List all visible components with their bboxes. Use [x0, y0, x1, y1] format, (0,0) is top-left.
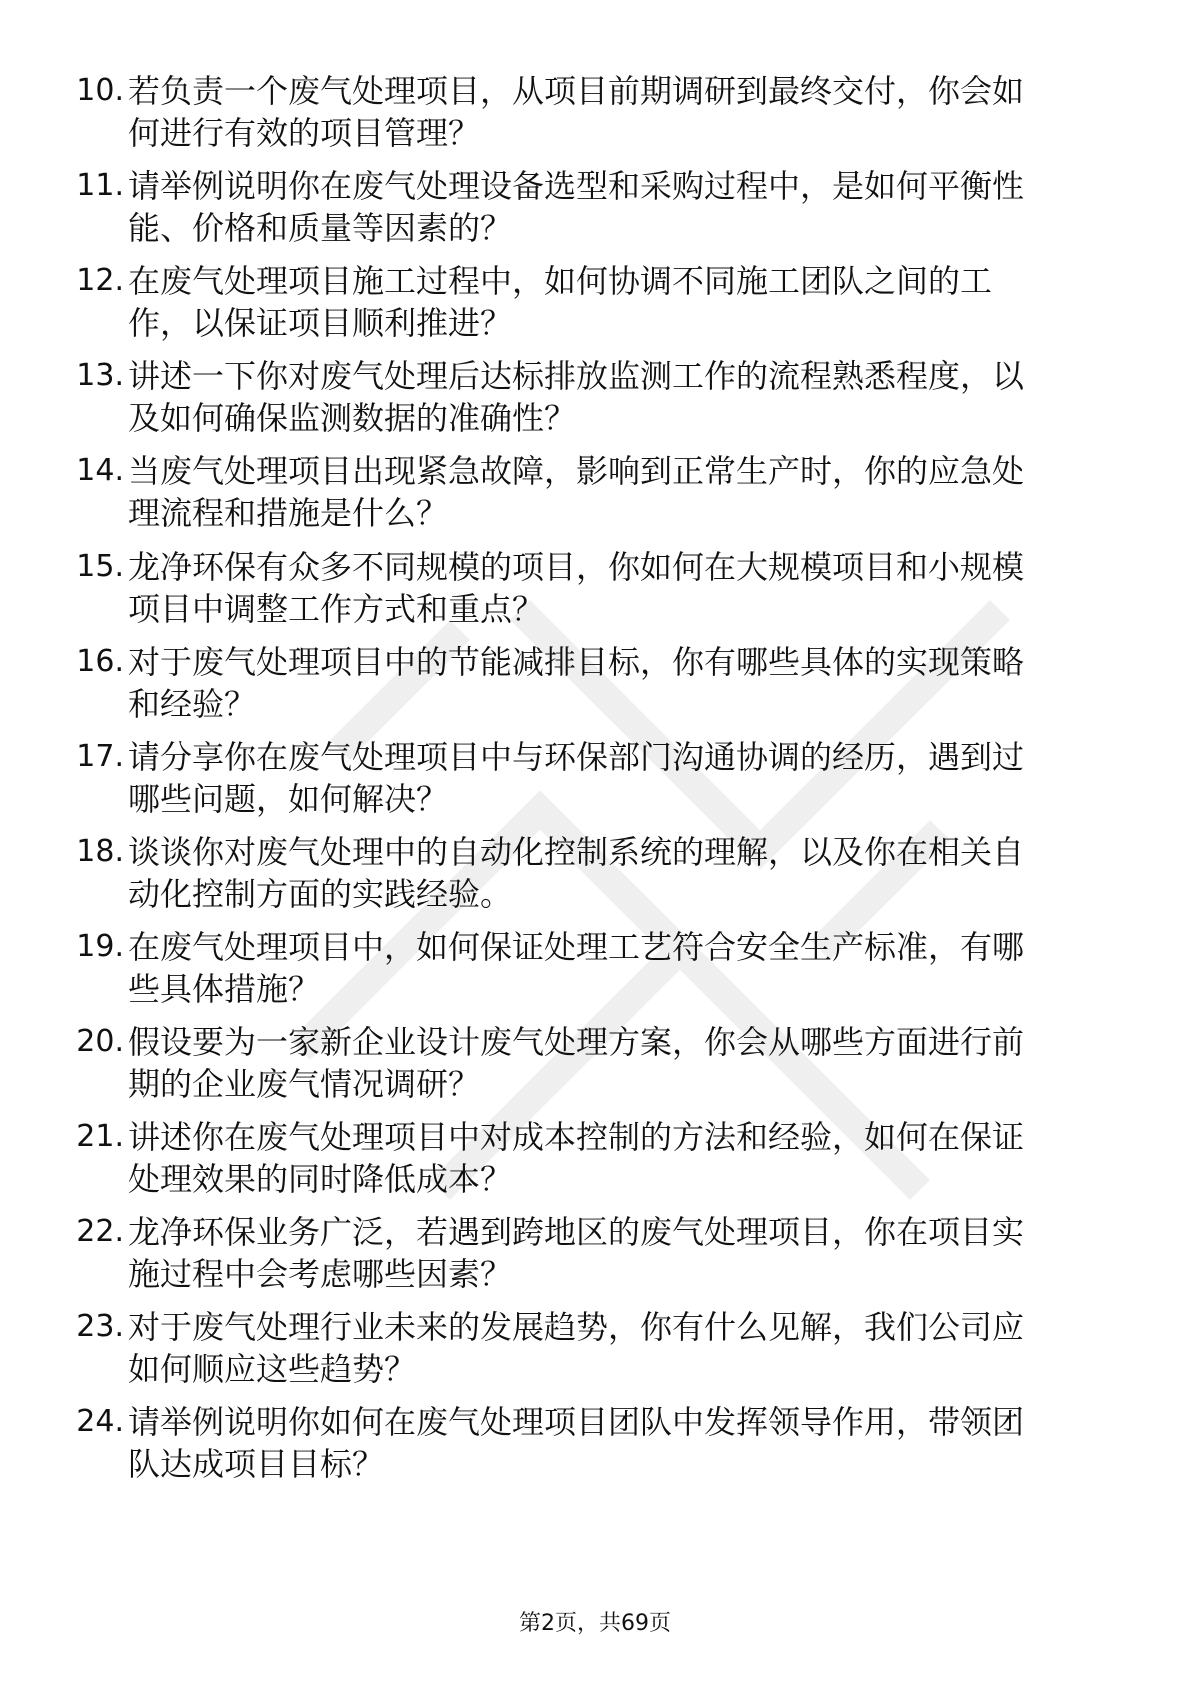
page-footer [0, 1610, 1190, 1638]
question-line: 和经验？ [128, 684, 257, 723]
question-line: 讲述你在废气处理项目中对成本控制的方法和经验，如何在保证 [128, 1118, 1025, 1157]
question-number: 19. [76, 928, 124, 964]
question-line: 请分享你在废气处理项目中与环保部门沟通协调的经历，遇到过 [128, 737, 1025, 776]
question-item [0, 1292, 1190, 1396]
question-line: 讲述一下你对废气处理后达标排放监测工作的流程熟悉程度，以 [128, 357, 1025, 396]
question-text [128, 355, 1138, 439]
question-text [128, 736, 1138, 820]
question-line: 能、价格和质量等因素的？ [128, 209, 513, 248]
question-item [0, 912, 1190, 1016]
question-number: 10. [76, 73, 124, 108]
question-number: 24. [76, 1404, 124, 1440]
question-line: 作，以保证项目顺利推进？ [128, 304, 513, 343]
question-number: 16. [76, 643, 124, 679]
question-item [0, 1102, 1190, 1206]
question-number: 15. [76, 548, 124, 584]
question-item [0, 817, 1190, 921]
question-line: 对于废气处理行业未来的发展趋势，你有什么见解，我们公司应 [128, 1308, 1025, 1347]
question-item [0, 246, 1190, 350]
question-text [128, 831, 1138, 915]
question-line: 在废气处理项目中，如何保证处理工艺符合安全生产标准，有哪 [128, 927, 1025, 966]
question-number: 23. [76, 1309, 124, 1345]
question-line: 及如何确保监测数据的准确性？ [128, 399, 577, 438]
question-line: 如何顺应这些趋势？ [128, 1350, 417, 1389]
question-line: 当废气处理项目出现紧急故障，影响到正常生产时，你的应急处 [128, 452, 1025, 491]
question-line: 龙净环保业务广泛，若遇到跨地区的废气处理项目，你在项目实 [128, 1213, 1025, 1252]
question-item [0, 1387, 1190, 1491]
question-text [128, 1116, 1138, 1200]
question-line: 假设要为一家新企业设计废气处理方案，你会从哪些方面进行前 [128, 1023, 1025, 1061]
question-item [0, 532, 1190, 636]
question-text [128, 70, 1138, 154]
question-line: 动化控制方面的实践经验。 [128, 874, 513, 913]
question-number: 11. [76, 168, 124, 204]
question-number: 17. [76, 738, 124, 774]
question-number: 20. [76, 1024, 124, 1059]
question-line: 处理效果的同时降低成本？ [128, 1160, 513, 1199]
question-text [128, 260, 1138, 344]
question-line: 若负责一个废气处理项目，从项目前期调研到最终交付，你会如 [128, 72, 1025, 110]
question-line: 请举例说明你在废气处理设备选型和采购过程中，是如何平衡性 [128, 167, 1025, 206]
question-line: 施过程中会考虑哪些因素？ [128, 1255, 513, 1294]
question-text [128, 450, 1138, 534]
question-number: 22. [76, 1214, 124, 1250]
question-text [128, 926, 1138, 1010]
question-item [0, 151, 1190, 255]
question-line: 些具体措施？ [128, 969, 321, 1008]
question-line: 期的企业废气情况调研？ [128, 1065, 481, 1103]
question-line: 队达成项目目标？ [128, 1445, 385, 1484]
question-line: 在废气处理项目施工过程中，如何协调不同施工团队之间的工 [128, 262, 993, 301]
question-line: 何进行有效的项目管理？ [128, 114, 481, 152]
question-text [128, 546, 1138, 630]
question-text [128, 1306, 1138, 1390]
question-line: 哪些问题，如何解决？ [128, 779, 449, 818]
question-item [0, 1197, 1190, 1301]
question-number: 14. [76, 453, 124, 489]
question-item [0, 341, 1190, 445]
question-text [128, 641, 1138, 725]
page-number-label: 第2页，共69页 [519, 1611, 671, 1636]
question-text [128, 1211, 1138, 1295]
question-text [128, 1021, 1138, 1105]
question-number: 21. [76, 1119, 124, 1155]
question-number: 13. [76, 358, 124, 394]
question-line: 龙净环保有众多不同规模的项目，你如何在大规模项目和小规模 [128, 547, 1025, 586]
question-item [0, 1007, 1190, 1111]
question-number: 12. [76, 263, 124, 299]
question-text [128, 1401, 1138, 1485]
question-line: 谈谈你对废气处理中的自动化控制系统的理解，以及你在相关自 [128, 832, 1025, 871]
question-number: 18. [76, 833, 124, 869]
question-text [128, 165, 1138, 249]
question-item [0, 722, 1190, 826]
question-line: 理流程和措施是什么？ [128, 494, 449, 533]
question-item [0, 436, 1190, 540]
question-item [0, 627, 1190, 731]
question-line: 对于废气处理项目中的节能减排目标，你有哪些具体的实现策略 [128, 642, 1025, 681]
question-item [0, 56, 1190, 160]
question-line: 项目中调整工作方式和重点？ [128, 589, 545, 628]
question-line: 请举例说明你如何在废气处理项目团队中发挥领导作用，带领团 [128, 1403, 1025, 1442]
